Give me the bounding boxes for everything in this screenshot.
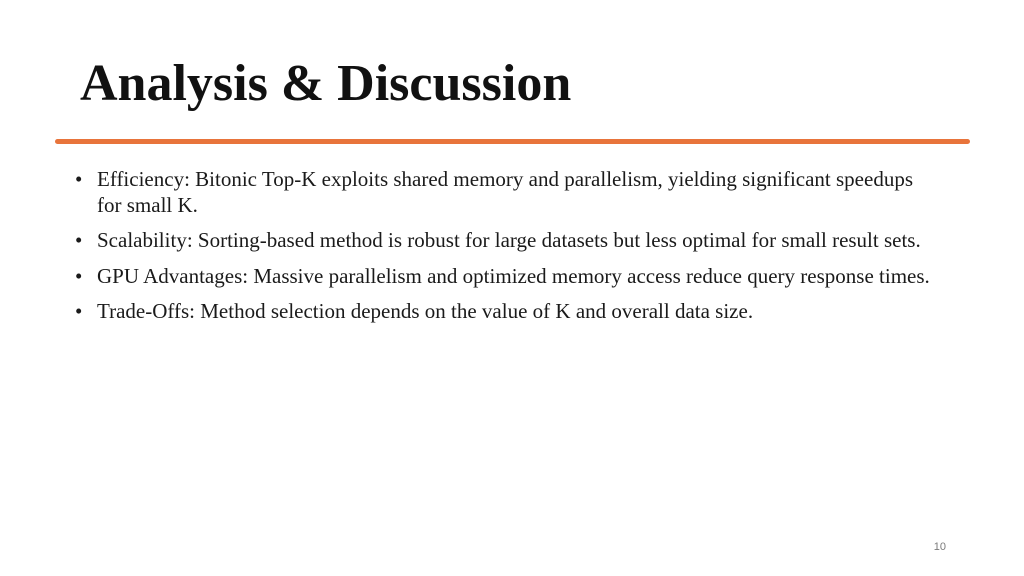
bullet-text: Efficiency: Bitonic Top-K exploits shared memory and parallelism, yielding significant speedups for small K. — [97, 167, 913, 217]
bullet-text: Scalability: Sorting-based method is robust for large datasets but less optimal for small result sets. — [97, 228, 921, 252]
bullet-dot-icon: • — [75, 299, 83, 323]
bullet-dot-icon: • — [75, 263, 83, 288]
slide-title: Analysis & Discussion — [80, 55, 572, 112]
bullet-item — [75, 264, 935, 290]
bullet-dot-icon: • — [75, 228, 83, 252]
bullet-dot-icon: • — [75, 167, 83, 191]
bullet-item — [75, 299, 935, 325]
bullet-text: GPU Advantages: Massive parallelism and optimized memory access reduce query response times. — [97, 263, 930, 288]
bullet-list — [75, 167, 935, 335]
page-number: 10 — [933, 541, 946, 553]
title-divider — [55, 139, 970, 144]
bullet-item — [75, 167, 935, 218]
bullet-text: Trade-Offs: Method selection depends on the value of K and overall data size. — [97, 299, 754, 323]
bullet-item — [75, 228, 935, 254]
